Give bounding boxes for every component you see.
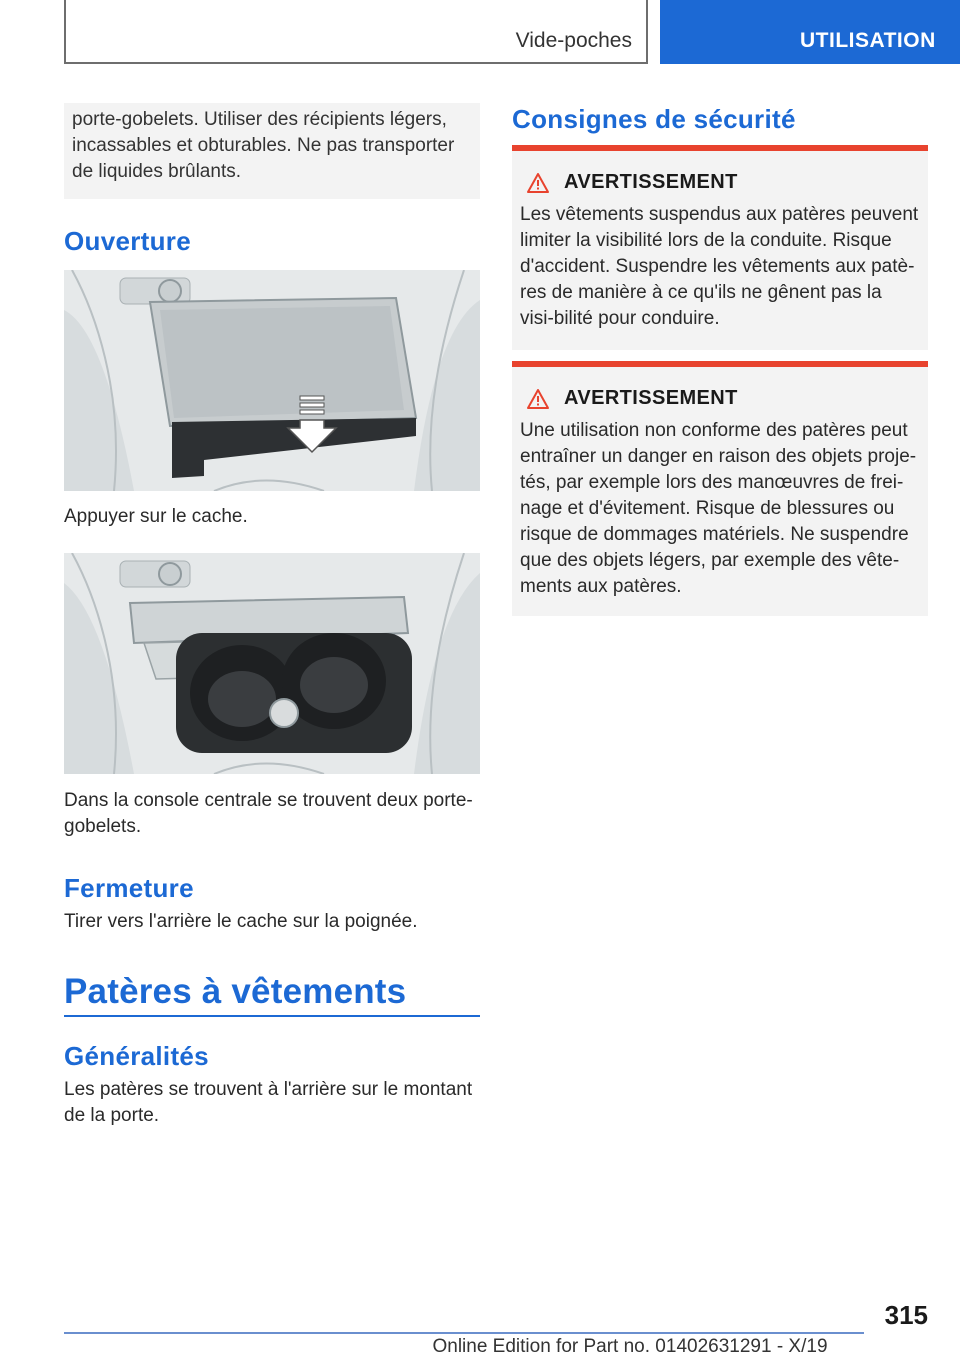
consignes-heading: Consignes de sécurité — [512, 104, 796, 134]
header-chapter-tab: UTILISATION — [660, 0, 960, 64]
warning-triangle-icon — [526, 388, 550, 410]
generalites-text: Les patères se trouvent à l'arrière sur le montant de la porte. — [64, 1079, 473, 1126]
note-box: porte-gobelets. Utiliser des récipients légers, incassables et obturables. Ne pas transporter de liquides brûlants. — [64, 103, 480, 199]
header-section-title: Vide-poches — [515, 29, 632, 52]
fermeture-heading: Fermeture — [64, 873, 194, 903]
warning-text: Les vêtements suspendus aux patères peuvent limiter la visibilité lors de la conduite. Risque d'accident. Suspendre les vêtements aux patè-res de manière à ce qu'ils ne gênent pas la visi-bilité pour conduire. — [520, 204, 919, 329]
caption-two-cup-holders: Dans la console centrale se trouvent deux porte-gobelets. — [64, 790, 473, 837]
warning-label: AVERTISSEMENT — [564, 387, 738, 409]
warning-box-1 — [512, 145, 928, 350]
ouverture-heading: Ouverture — [64, 226, 191, 256]
pateres-heading-rule — [64, 1015, 480, 1017]
warning-triangle-icon — [526, 172, 550, 194]
footer-rule — [64, 1332, 864, 1334]
warning-text: Une utilisation non conforme des patères peut entraîner un danger en raison des objets proje-tés, par exemple lors des manœuvres de frei-nage et d'évitement. Risque de blessures ou risque de dommages matériels. Ne suspendre que des objets légers, par exemple des vête-ments aux patères. — [520, 420, 917, 597]
warning-label: AVERTISSEMENT — [564, 171, 738, 193]
caption-press-cover: Appuyer sur le cache. — [64, 506, 248, 527]
warning-box-2 — [512, 361, 928, 616]
console-cover-image — [64, 270, 480, 491]
footer-edition: Online Edition for Part no. 01402631291 - X/19 — [432, 1336, 828, 1357]
generalites-heading: Généralités — [64, 1041, 209, 1071]
pateres-heading: Patères à vêtements — [64, 972, 407, 1011]
page-number: 315 — [884, 1300, 928, 1330]
header-section-box — [64, 0, 648, 64]
fermeture-text: Tirer vers l'arrière le cache sur la poignée. — [64, 911, 418, 932]
cup-holders-image — [64, 553, 480, 774]
